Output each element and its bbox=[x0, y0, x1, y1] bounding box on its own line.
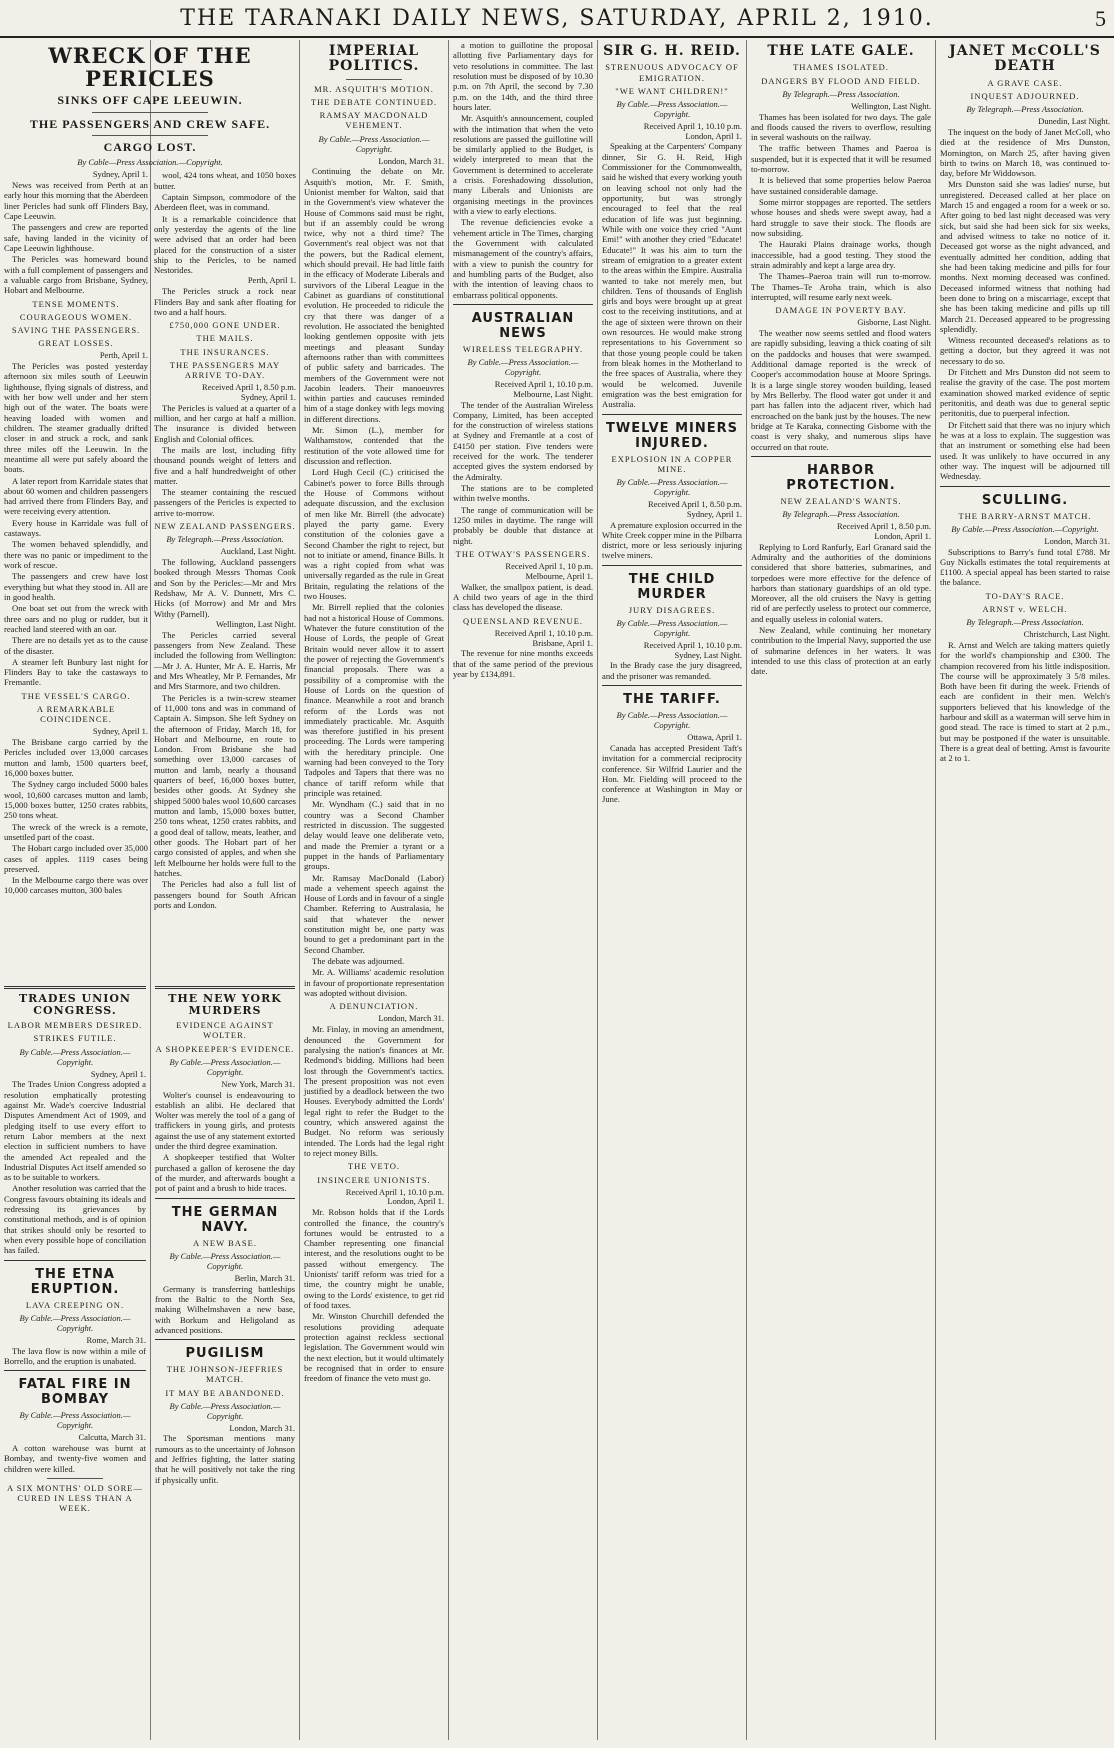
article-paragraph: Wolter's counsel is endeavouring to establish an alibi. He declared that Wolter was merely the tool of a gang of traffickers in young girls, and protests against the use of any statement extorted under the third degree examination. bbox=[155, 1089, 295, 1152]
received-line: Received April 1, 10.10 p.m. bbox=[494, 627, 593, 638]
pericles-paragraph: The Pericles had also a full list of passengers bound for South African ports and London. bbox=[153, 879, 296, 910]
article-paragraph: Dr Fitchett and Mrs Dunston did not seem to realise the gravity of the case. The post mortem examination showed marked evidence of septic peritonitis, and death was due to general septic peritonitis, due to puerperal infection. bbox=[940, 367, 1110, 419]
shopkeeper-subhead: A SHOPKEEPER'S EVIDENCE. bbox=[155, 1043, 295, 1054]
gale-byline: By Telegraph.—Press Association. bbox=[782, 88, 900, 99]
article-paragraph: The debate was adjourned. bbox=[312, 956, 405, 967]
reid-headline: SIR G. H. REID. bbox=[603, 43, 741, 59]
australian-news-column bbox=[449, 40, 597, 1740]
arnst-welch-subhead: ARNST v. WELCH. bbox=[982, 603, 1068, 614]
mccoll-body bbox=[940, 117, 1110, 481]
etna-headline: THE ETNA ERUPTION. bbox=[4, 1260, 146, 1297]
thames-subhead: THAMES ISOLATED. bbox=[793, 62, 889, 73]
london-dateline: London, March 31. bbox=[1044, 535, 1110, 546]
pericles-paragraph: The following, Auckland passengers booked through Messrs Thomas Cook and Son by the Pericles:—Mr and Mrs Redshaw, Mr A. V. Dunnett, Mrs C. Hicks (of Morrow) and Mr and Mrs Withy (Parnell). bbox=[153, 557, 296, 619]
arrive-subhead: THE PASSENGERS MAY ARRIVE TO-DAY. bbox=[169, 359, 281, 380]
sculling-headline: SCULLING. bbox=[940, 486, 1110, 508]
ottawa-dateline: Ottawa, April 1. bbox=[687, 732, 742, 743]
pericles-byline: By Cable—Press Association.—Copyright. bbox=[77, 157, 223, 168]
article-paragraph: Mr. Simon (L.), member for Walthamstow, contended that the restitution of the vote allowed time for discussion and reflection. bbox=[304, 425, 444, 467]
article-paragraph: The weather now seems settled and flood waters are rapidly subsiding, leaving a thick coating of silt on the paddocks and houses that were swamped. Additional damage reported is the wreck of Cooper's accommodation house at Moore Springs. It is a large single storey wooden building, leased by Mrs Bellerby. The flood water got under it and part has fallen into the adjacent river, which had encroached on the bank just by the houses. The new bridge at Te Karaka, connecting Gisborne with the coast is very shaky, and numerous slips have occurred on that route. bbox=[751, 328, 931, 452]
pericles-dateline: Sydney, April 1. bbox=[92, 169, 148, 180]
dunedin-dateline: Dunedin, Last Night. bbox=[1038, 116, 1110, 127]
mccoll-byline: By Telegraph.—Press Association. bbox=[966, 104, 1084, 115]
macdonald-subhead: RAMSAY MACDONALD VEHEMENT. bbox=[319, 110, 429, 131]
article-paragraph: Mr. Asquith's announcement, coupled with the intimation that when the veto resolutions are passed the guillotine will be similarly applied to the Budget, is widely interpreted to mean that the Government is determined to accelerate a crisis. Foreshadowing dissolution, many Liberals and Unionists are organising meetings in the provinces with a view to early elections. bbox=[453, 113, 593, 216]
article-paragraph: Replying to Lord Ranfurly, Earl Granard said the Admiralty and the authorities of the dominions considered that shore batteries, submarines, and torpedoes were more effective for the defence of harbors than stationary guardships of an old type. Moreover, all the old cruisers the Navy is getting rid of are perfectly useless to protect our commerce, and equally useless in colonial waters. bbox=[751, 541, 931, 624]
christchurch-dateline: Christchurch, Last Night. bbox=[1023, 629, 1110, 640]
received-line: Received April 1, 8.50 p.m. bbox=[648, 498, 742, 509]
bombay-byline: By Cable.—Press Association.—Copyright. bbox=[19, 1410, 131, 1431]
wellington-dateline: Wellington, Last Night. bbox=[215, 618, 296, 629]
pericles-paragraph: The Hobart cargo included over 35,000 cases of apples. 1119 cases being preserved. bbox=[4, 843, 148, 874]
trades-union-column bbox=[0, 982, 150, 1742]
tariff-headline: THE TARIFF. bbox=[602, 685, 742, 707]
murder-byline: By Cable.—Press Association.—Copyright. bbox=[616, 617, 728, 638]
pericles-article bbox=[0, 40, 300, 980]
nz-passengers-subhead: NEW ZEALAND PASSENGERS. bbox=[154, 521, 296, 532]
new-york-murders-column bbox=[151, 982, 299, 1742]
mccoll-column bbox=[936, 40, 1114, 1740]
article-paragraph: A premature explosion occurred in the White Creek copper mine in the Pilbarra district, more or less seriously injuring twelve miners. bbox=[602, 519, 742, 561]
etna-body bbox=[4, 1336, 146, 1366]
sydney-dateline: Sydney, April 1. bbox=[686, 508, 742, 519]
nz-byline: By Telegraph.—Press Association. bbox=[166, 534, 284, 545]
article-paragraph: New Zealand, while continuing her monetary contribution to the Imperial Navy, supported the use of submarine defences in her waters. It was intended to use this class of protection at an early date. bbox=[751, 625, 931, 677]
auckland-dateline: Auckland, Last Night. bbox=[220, 546, 296, 557]
article-paragraph: Subscriptions to Barry's fund total £788. Mr Guy Nickalls estimates the total requirements at £1100. A special appeal has been started to raise the balance. bbox=[940, 546, 1110, 588]
pericles-paragraph: wool, 424 tons wheat, and 1050 boxes butter. bbox=[153, 170, 296, 191]
jury-subhead: JURY DISAGREES. bbox=[628, 604, 716, 615]
article-paragraph: The Thames–Paeroa train will run to-morrow. The Thames–Te Aroha train, which is also interrupted, will resume early next week. bbox=[751, 271, 931, 302]
abandoned-subhead: IT MAY BE ABANDONED. bbox=[165, 1387, 285, 1398]
emigration-subhead: STRENUOUS ADVOCACY OF EMIGRATION. bbox=[605, 62, 739, 83]
explosion-subhead: EXPLOSION IN A COPPER MINE. bbox=[611, 453, 733, 474]
pericles-paragraph: The wreck of the wreck is a remote, unsettled part of the coast. bbox=[4, 821, 148, 842]
harbor-byline: By Telegraph.—Press Association. bbox=[782, 509, 900, 520]
asquith-motion-subhead: MR. ASQUITH'S MOTION. bbox=[314, 83, 434, 94]
pericles-paragraph: In the Melbourne cargo there was over 10,000 carcases mutton, 300 bales bbox=[4, 875, 148, 896]
pericles-paragraph: The mails are lost, including fifty thousand pounds weight of letters and five and a half hundredweight of other matter. bbox=[153, 444, 296, 486]
article-paragraph: R. Arnst and Welch are taking matters quietly for the world's championship and £300. The champion recovered from his little indisposition. The course will be approximately 3 5/8 miles. Both have been fit during the week. Friends of each are confident in their men. Welch's supporters believed that his knowledge of the harbour and skill as a waterman will serve him in good stead. The race is timed to start at 2 p.m., but may be postponed if the water is unsuitable. There is a great deal of betting. Arnst is favourite at 2 to 1. bbox=[940, 639, 1110, 764]
imperial-body bbox=[304, 157, 444, 1384]
article-paragraph: Some mirror stoppages are reported. The settlers whose houses and sheds were swept away, had a hard struggle to save their stock. The floods are now subsiding. bbox=[751, 197, 931, 238]
trades-byline: By Cable.—Press Association.—Copyright. bbox=[19, 1046, 131, 1067]
pericles-paragraph: The Pericles was posted yesterday afternoon six miles south of Leeuwin lighthouse, flying signals of distress, and with her bow well under and her stern high out of the water. The boats were heaving loaded with women and children. The steamer gradually drifted closer in and struck a rock, and sank three miles off the Leeuwin. In the meantime all were put safely aboard the boats. bbox=[4, 361, 148, 475]
article-paragraph: Mr. A. Williams' academic resolution in favour of proportionate representation was adopted without division. bbox=[304, 967, 444, 998]
sydney-dateline: Sydney, April 1. bbox=[92, 726, 148, 737]
pericles-paragraph: A later report from Karridale states that about 60 women and children passengers had arrived there from Flinders Bay, and were receiving every attention. bbox=[4, 475, 148, 517]
london-dateline: London, April 1. bbox=[874, 530, 931, 541]
pugilism-body bbox=[155, 1424, 295, 1485]
article-paragraph: Mr. Ramsay MacDonald (Labor) made a vehement speech against the House of Lords and in favour of a single Chamber. Referring to Australasia, he said that whatever the newer constitution might be, one party was bound to get a predominant part in the Second Chamber. bbox=[304, 872, 444, 955]
article-paragraph: The Hauraki Plains drainage works, though inaccessible, had a good testing. They stood the strain admirably and kept a large area dry. bbox=[751, 239, 931, 270]
want-children-subhead: "WE WANT CHILDREN!" bbox=[615, 85, 729, 96]
trades-union-headline: TRADES UNION CONGRESS. bbox=[19, 992, 131, 1018]
rome-dateline: Rome, March 31. bbox=[86, 1334, 146, 1345]
pericles-col1-body bbox=[4, 170, 148, 911]
article-paragraph: The Trades Union Congress adopted a resolution emphatically protesting against Mr. Wade's coercive Industrial Disputes Amendment Act of 1909, and pledging itself to use every effort to return Labor members at the next election in sufficient numbers to have the amended Act repealed and the Industrial Disputes Act itself amended so as to be suitable to workers. bbox=[4, 1079, 146, 1183]
article-paragraph: a motion to guillotine the proposal allotting five Parliamentary days for veto resolutions in committee. The last resolution must be disposed of by 10.30 p.m. on 7th April, the second by 7.30 p.m. on the 14th, and the third three hours later. bbox=[453, 40, 593, 112]
new-base-subhead: A NEW BASE. bbox=[193, 1237, 257, 1248]
pericles-paragraph: The women behaved splendidly, and there was no panic or impediment to the work of rescue. bbox=[4, 539, 148, 571]
imperial-politics-headline: IMPERIAL POLITICS. bbox=[328, 43, 420, 75]
nz-wants-subhead: NEW ZEALAND'S WANTS. bbox=[780, 495, 902, 506]
pericles-paragraph: News was received from Perth at an early hour this morning that the Aberdeen liner Pericles had sunk off Flinders Bay, Cape Leeuwin. bbox=[4, 180, 148, 222]
murders-body bbox=[155, 1080, 295, 1194]
wireless-subhead: WIRELESS TELEGRAPHY. bbox=[462, 343, 584, 354]
pericles-paragraph: The Sydney cargo included 5000 bales wool, 10,600 carcases mutton and lamb, 15,000 boxes butter, 1250 crates rabbits, 250 tons wheat. bbox=[4, 779, 148, 821]
pericles-paragraph: The Brisbane cargo carried by the Pericles included over 13,000 carcases mutton and lamb, 1500 quarters beef, 16,000 boxes butter. bbox=[4, 737, 148, 779]
article-paragraph: In the Brady case the jury disagreed, and the prisoner was remanded. bbox=[602, 660, 742, 681]
sydney-dateline: Sydney, Last Night. bbox=[674, 649, 742, 660]
received-line: Received April 1, 10.10 p.m. bbox=[345, 1186, 444, 1197]
article-paragraph: A shopkeeper testified that Wolter purchased a gallon of kerosene the day of the murder, and afterwards bought a pot of paint and a brush to hide traces. bbox=[155, 1152, 295, 1194]
pericles-paragraph: The steamer containing the rescued passengers of the Pericles is expected to arrive to-morrow. bbox=[153, 487, 296, 518]
tariff-byline: By Cable.—Press Association.—Copyright. bbox=[616, 710, 728, 731]
late-gale-column bbox=[747, 40, 935, 1740]
article-paragraph: A cotton warehouse was burnt at Bombay, and twenty-five women and children were killed. bbox=[4, 1442, 146, 1474]
harbor-protection-headline: HARBOR PROTECTION. bbox=[751, 456, 931, 493]
pericles-headline: WRECK OF THE PERICLES bbox=[48, 43, 252, 92]
race-byline: By Telegraph.—Press Association. bbox=[966, 617, 1084, 628]
johnson-jeffries-subhead: THE JOHNSON-JEFFRIES MATCH. bbox=[166, 1364, 284, 1385]
reid-column bbox=[598, 40, 746, 1740]
article-paragraph: Speaking at the Carpenters' Company dinner, Sir G. H. Reid, High Commissioner for the Commonwealth, said he wished that every working youth on leaving school not only had the opportunity, but was strongly encouraged to feel that the real education of life was just beginning. While with one voice they cried "Aunt Emi!" with another they cried "Educate! Educate!" It was his aim to turn the stream of emigration to a greater extent to the areas within the Empire. Australia wanted to take not merely men, but children. Tens of thousands of English girls and boys were brought up at great cost to the receiving institutions, and at the age of sixteen were thrown on their own resources. He would make strong representations to his Government so that those young people could be taken from bleak homes in the Motherland to the free spaces of Australia, where they would be welcomed. Juvenile emigration was the best emigration for Australia. bbox=[602, 141, 742, 410]
sydney-dateline: Sydney, April 1. bbox=[240, 391, 296, 402]
article-paragraph: Thames has been isolated for two days. The gale and floods caused the rivers to overflow, resulting in several washouts on the railway. bbox=[751, 111, 931, 143]
received-line: Received April 1, 10 p.m. bbox=[505, 561, 593, 572]
article-paragraph: Walker, the smallpox patient, is dead. A child two years of age in the third class has developed the disease. bbox=[453, 581, 593, 613]
brisbane-dateline: Brisbane, April 1. bbox=[532, 637, 593, 648]
barry-arnst-subhead: THE BARRY-ARNST MATCH. bbox=[958, 510, 1092, 521]
guillotine-continued-body bbox=[453, 40, 593, 300]
pericles-paragraph: It is a remarkable coincidence that only yesterday the agents of the line were advised that an order had been placed for the construction of a sister ship to the Pericles, to be named Nestorides. bbox=[153, 213, 296, 276]
article-paragraph: The stations are to be completed within twelve months. bbox=[453, 483, 593, 504]
imperial-byline: By Cable.—Press Association.—Copyright. bbox=[318, 133, 430, 154]
pericles-paragraph: A steamer left Bunbury last night for Flinders Bay to take the castaways to Fremantle. bbox=[4, 656, 148, 688]
denunciation-subhead: A DENUNCIATION. bbox=[329, 1001, 419, 1012]
perth-dateline: Perth, April 1. bbox=[99, 350, 148, 361]
received-line: Received April 1, 10.10 p.m. bbox=[643, 639, 742, 650]
article-paragraph: Mr. Wyndham (C.) said that in no country was a Second Chamber restricted in discussion. The suggested delay would leave one deliberate veto, and made the Premier a tyrant or a puppet in the hands of Parliamentary groups. bbox=[304, 799, 444, 872]
late-gale-headline: THE LATE GALE. bbox=[767, 43, 915, 59]
german-navy-headline: THE GERMAN NAVY. bbox=[155, 1198, 295, 1235]
article-paragraph: Mrs Dunston said she was ladies' nurse, but unregistered. Deceased called at her place on March 15 and engaged a room for a week or so. After going to bed last night deceased was very sick, but said she had been sick for six weeks, and advised witness to take no notice of it. Deceased got worse as the night advanced, and eventually admitted her condition, adding that she had been taking medicine and pills for four months. Next morning deceased was confined. Deceased informed witness that nothing had been done to bring on a miscarriage, except that she has been taking medicine and pills up till March 21. Deceased appeared to be progressing splendidly. bbox=[940, 179, 1110, 334]
mccoll-headline: JANET McCOLL'S DEATH bbox=[949, 43, 1101, 75]
pericles-paragraph: The Pericles is valued at a quarter of a million, and her cargo at half a million. The insurance is divided between English and Colonial offices. bbox=[153, 402, 296, 444]
sore-cured-ad-headline: A SIX MONTHS' OLD SORE—CURED IN LESS THAN A WEEK. bbox=[7, 1482, 143, 1514]
london-dateline: London, March 31. bbox=[378, 155, 444, 166]
todays-race-subhead: TO-DAY'S RACE. bbox=[985, 590, 1065, 601]
pericles-paragraph: Every house in Karridale was full of castaways. bbox=[4, 517, 148, 539]
gone-under-subhead: £750,000 GONE UNDER. bbox=[169, 320, 281, 331]
new-york-dateline: New York, March 31. bbox=[221, 1078, 295, 1089]
article-paragraph: Germany is transferring battleships from the Baltic to the North Sea, making Wilhelmshaven a new base, with Borkum and Heligoland as advanced positions. bbox=[155, 1283, 295, 1335]
pericles-paragraph: The Pericles struck a rock near Flinders Bay and sank after floating for two and a half hours. bbox=[153, 286, 296, 317]
dangers-subhead: DANGERS BY FLOOD AND FIELD. bbox=[761, 75, 921, 86]
article-paragraph: The tender of the Australian Wireless Company, Limited, has been accepted for the construction of wireless stations at Sydney and Fremantle at a cost of £4150 per station. Five tenders were received for the work. The tenderer accepted gives the system endorsed by the Admiralty. bbox=[453, 399, 593, 482]
melbourne-dateline: Melbourne, Last Night. bbox=[513, 388, 593, 399]
perth-dateline: Perth, April 1. bbox=[247, 275, 296, 286]
article-paragraph: Dr Fitchett said that there was no injury which he was at a loss to explain. The suggestion was that an instrument or something else had been used. It was unlikely to have occurred in any other way. The inquest will be adjourned till Wednesday. bbox=[940, 419, 1110, 482]
pericles-paragraph: The passengers and crew have lost everything but what they stood in. All are in good health. bbox=[4, 571, 148, 602]
navy-byline: By Cable.—Press Association.—Copyright. bbox=[169, 1250, 281, 1271]
pericles-paragraph: The Pericles carried several passengers from New Zealand. These included the following from Wellington:—Mr J. A. Hunter, Mr A. E. Harris, Mr and Mrs Wheatley, Mr P. Fernandes, Mr and Mrs Starmore, and two children. bbox=[153, 629, 296, 692]
inquest-subhead: INQUEST ADJOURNED. bbox=[970, 90, 1080, 101]
wellington-dateline: Wellington, Last Night. bbox=[850, 100, 931, 111]
pericles-col2-body bbox=[154, 170, 296, 911]
article-paragraph: Mr. Finlay, in moving an amendment, denounced the Government for paralysing the nation's finances at Mr. Redmond's bidding. Millions had been lost through the Government's tactics. The present proposition was not even justified by a deadlock between the two Houses. Everybody admitted the Lords' legal right to refer the Budget to the country, which answered against the Budget. No reform was seriously intended. The Lords had the legal right to reject money Bills. bbox=[304, 1024, 444, 1158]
vessel-cargo-subhead: THE VESSEL'S CARGO. bbox=[21, 690, 131, 701]
trades-body bbox=[4, 1070, 146, 1256]
harbor-body bbox=[751, 522, 931, 677]
tariff-body bbox=[602, 733, 742, 805]
child-murder-headline: THE CHILD MURDER bbox=[602, 565, 742, 602]
sydney-dateline: Sydney, April 1. bbox=[90, 1068, 146, 1079]
article-paragraph: The traffic between Thames and Paeroa is suspended, but it is expected that it will be resumed to-morrow. bbox=[751, 143, 931, 175]
page-number: 5 bbox=[1095, 6, 1106, 31]
gisborne-dateline: Gisborne, Last Night. bbox=[857, 317, 931, 328]
article-paragraph: Mr. Winston Churchill defended the resolutions providing adequate protection against reckless sectional legislation. The Government would win the next election, but it would ultimately be recognised that in order to ensure freedom of finance the veto must go. bbox=[304, 1311, 444, 1384]
australian-body bbox=[453, 380, 593, 679]
reid-byline: By Cable.—Press Association.—Copyright. bbox=[616, 98, 728, 119]
australian-byline: By Cable.—Press Association.—Copyright. bbox=[467, 357, 579, 377]
london-dateline: London, March 31. bbox=[378, 1013, 444, 1024]
calcutta-dateline: Calcutta, March 31. bbox=[78, 1432, 146, 1443]
lava-subhead: LAVA CREEPING ON. bbox=[25, 1299, 125, 1310]
london-dateline: London, March 31. bbox=[229, 1422, 295, 1433]
imperial-politics-column bbox=[300, 40, 448, 1740]
bombay-body bbox=[4, 1433, 146, 1474]
received-line: Received April 1, 10.10 p.m. bbox=[494, 379, 593, 389]
great-losses-subhead: GREAT LOSSES. bbox=[38, 338, 114, 349]
tense-moments-subhead: TENSE MOMENTS. bbox=[32, 298, 120, 309]
received-line: Received April 1, 8.50 p.m. bbox=[837, 521, 931, 532]
pericles-subhead-1: SINKS OFF CAPE LEEUWIN. bbox=[57, 93, 243, 108]
poverty-bay-subhead: DAMAGE IN POVERTY BAY. bbox=[775, 305, 907, 316]
queensland-subhead: QUEENSLAND REVENUE. bbox=[462, 615, 584, 626]
sculling-body bbox=[940, 537, 1110, 764]
evidence-subhead: EVIDENCE AGAINST WOLTER. bbox=[176, 1020, 274, 1041]
article-paragraph: Continuing the debate on Mr. Asquith's motion, Mr. F. Smith, Unionist member for Walton, said that in the Government's view whatever the House of Commons said must be right, but if an assembly could be wrong twice, why not a third time? The Government's real object was not that the powers, but the Radical element, which should prevail. He had little faith in the efficacy of Moderate Liberals and survivors of the Liberal League in the Cabinet as guardians of constitutional evolution. He proceeded to ridicule the cry that there was danger of a revolution. He associated the benighted looking gentlemen opposite with jets meetings and pleasant Sunday afternoons rather than with committees of public safety and barricades. The members of the Government were not Jacobin leaders. Their manoeuvres within parties and caucuses reminded him of a stage donkey with legs moving in different directions. bbox=[304, 166, 444, 424]
received-line: Received April 1, 10.10 p.m. bbox=[643, 120, 742, 131]
masthead bbox=[0, 0, 1114, 38]
etna-byline: By Cable.—Press Association.—Copyright. bbox=[19, 1312, 131, 1333]
sculling-byline: By Cable.—Press Association.—Copyright. bbox=[951, 523, 1099, 534]
pericles-paragraph: There are no details yet as to the cause of the disaster. bbox=[4, 635, 148, 656]
murders-byline: By Cable.—Press Association.—Copyright. bbox=[169, 1056, 281, 1077]
strikes-futile-subhead: STRIKES FUTILE. bbox=[33, 1033, 117, 1044]
grave-case-subhead: A GRAVE CASE. bbox=[987, 77, 1063, 88]
debate-continued-subhead: THE DEBATE CONTINUED. bbox=[310, 96, 438, 107]
murder-body bbox=[602, 641, 742, 681]
mails-subhead: THE MAILS. bbox=[196, 333, 254, 344]
article-paragraph: Lord Hugh Cecil (C.) criticised the Cabinet's power to force Bills through the House of Commons without adequate discussion, and the exclusion of men like Mr. Birrell (the advocate) played the party game. Every constitution of the colonies gave a Second Chamber the right to reject, but not to initiate or amend, finance Bills. It was a right copied from what was universally regarded as the rule in Great Britain, regulating the relations of the two Houses. bbox=[304, 467, 444, 602]
article-paragraph: Another resolution was carried that the Congress favours obtaining its ideals and redressing its grievances by constitutional methods, and is of opinion that strikes should only be resorted to when every possible hope of conciliation has failed. bbox=[4, 1183, 146, 1256]
article-paragraph: Canada has accepted President Taft's invitation for a commercial reciprocity conference. Sir Wilfrid Laurier and the Hon. Mr. Fielding will proceed to the conference at Washington in May or June. bbox=[602, 742, 742, 805]
navy-body bbox=[155, 1274, 295, 1335]
miners-byline: By Cable.—Press Association.—Copyright. bbox=[616, 476, 728, 497]
twelve-miners-headline: TWELVE MINERS INJURED. bbox=[602, 414, 742, 451]
masthead-title: THE TARANAKI DAILY NEWS, SATURDAY, APRIL 2, 1910. bbox=[180, 6, 934, 31]
gale-body bbox=[751, 102, 931, 452]
new-york-murders-headline: THE NEW YORK MURDERS bbox=[168, 992, 282, 1018]
pericles-paragraph: One boat set out from the wreck with three oars and no plug or rudder, but it reached land steered with an oar. bbox=[4, 603, 148, 634]
article-paragraph: Witness recounted deceased's relations as to getting a doctor, but they agreed it was not necessary to do so. bbox=[940, 335, 1110, 366]
article-paragraph: The revenue deficiencies evoke a vehement article in The Times, charging the Government with calculated mismanagement of the country's affairs, with a view to punish the country for and humbling parts of the Budget, also with the intention of leaving chaos to embarrass political opponents. bbox=[453, 217, 593, 300]
bombay-fire-headline: FATAL FIRE IN BOMBAY bbox=[4, 1370, 146, 1407]
received-line: Received April 1, 8.50 p.m. bbox=[202, 382, 296, 393]
coincidence-subhead: A REMARKABLE COINCIDENCE. bbox=[36, 703, 116, 725]
pericles-paragraph: The Pericles is a twin-screw steamer of 11,000 tons and was in command of Captain A. Simpson. She left Sydney on the afternoon of Friday, March 18, for Hobart and Melbourne, en route to London. From Brisbane she had something over 13,000 carcases of mutton and lamb, nearly a thousand quarters of beef, 16,000 boxes butter, besides other goods. At Sydney she shipped 5000 bales wool 10,600 carcases mutton and lamb, 15,000 boxes butter, 250 tons wheat, 1250 crates rabbits, and a good deal of tallow, meats, leather, and other goods. The Hobart part of her cargo consisted of apples, and when she left Melbourne her holds were full to the hatches. bbox=[153, 692, 296, 878]
article-paragraph: The Sportsman mentions many rumours as to the uncertainty of Johnson and Jeffries fighting, the latter stating that he will positively not take the ring if physically unfit. bbox=[155, 1433, 295, 1485]
article-paragraph: The lava flow is now within a mile of Borrello, and the eruption is unabated. bbox=[4, 1345, 146, 1366]
berlin-dateline: Berlin, March 31. bbox=[234, 1272, 295, 1283]
miners-body bbox=[602, 500, 742, 561]
pugilism-byline: By Cable.—Press Association.—Copyright. bbox=[169, 1400, 281, 1421]
saving-passengers-subhead: SAVING THE PASSENGERS. bbox=[11, 324, 141, 335]
insincere-subhead: INSINCERE UNIONISTS. bbox=[317, 1174, 431, 1185]
article-paragraph: The inquest on the body of Janet McColl, who died at the residence of Mrs Dunston, Mornington, on March 25, after having given birth to twins on March 18, was continued to-day, before Mr Widdowson. bbox=[940, 126, 1110, 179]
pericles-paragraph: The passengers and crew are reported safe, having landed in the vicinity of Cape Leeuwin lighthouse. bbox=[4, 222, 148, 253]
london-dateline: London, April 1. bbox=[685, 130, 742, 141]
veto-subhead: THE VETO. bbox=[347, 1161, 401, 1172]
pericles-paragraph: The Pericles was homeward bound with a full complement of passengers and a valuable cargo from Brisbane, Sydney, Hobart and Melbourne. bbox=[4, 254, 148, 296]
article-paragraph: It is believed that some properties below Paeroa have sustained considerable damage. bbox=[751, 175, 931, 196]
london-dateline: London, April 1. bbox=[387, 1196, 444, 1207]
pericles-subhead-2: THE PASSENGERS AND CREW SAFE. bbox=[29, 116, 271, 131]
australian-news-headline: AUSTRALIAN NEWS bbox=[453, 304, 593, 341]
pericles-paragraph: Captain Simpson, commodore of the Aberdeen fleet, was in command. bbox=[153, 191, 296, 213]
article-paragraph: Mr. Birrell replied that the colonies had not a historical House of Commons. Whatever the future constitution of the House of Lords, the people of Great Britain would never allow it to assert the power of rejecting the Government's financial proposals. There was a possibility of a compromise with the House of Lords on the question of finance. Meanwhile a root and branch reform of the Lords was not immediately practicable. Mr. Asquith was therefore justified in his present proceeding. The Lords were tampering with the hereditary principle. One warning had been conveyed to the Tory Tadpoles and Tapers that there was no chance of tariff reform while that principle was retained. bbox=[304, 602, 444, 799]
reid-body bbox=[602, 122, 742, 410]
article-paragraph: The revenue for nine months exceeds that of the same period of the previous year by £134,891. bbox=[453, 648, 593, 679]
courageous-women-subhead: COURAGEOUS WOMEN. bbox=[19, 311, 133, 322]
pericles-subhead-3: CARGO LOST. bbox=[103, 139, 197, 154]
pugilism-headline: PUGILISM bbox=[155, 1339, 295, 1361]
insurances-subhead: THE INSURANCES. bbox=[180, 346, 270, 357]
melbourne-dateline: Melbourne, April 1. bbox=[525, 570, 593, 581]
otways-subhead: THE OTWAY'S PASSENGERS. bbox=[455, 548, 591, 559]
article-paragraph: Mr. Robson holds that if the Lords controlled the finance, the country's fortunes would be entrusted to a Chamber representing one financial interest, and the resolutions ought to be passed without emergency. The Unionists' tariff reform was tried for a time, the country might be unable, owing to the Lords' existence, to get rid of food taxes. bbox=[304, 1207, 444, 1311]
article-paragraph: The range of communication will be 1250 miles in daytime. The range will probably be double that distance at night. bbox=[453, 504, 593, 546]
labor-members-subhead: LABOR MEMBERS DESIRED. bbox=[7, 1020, 143, 1031]
